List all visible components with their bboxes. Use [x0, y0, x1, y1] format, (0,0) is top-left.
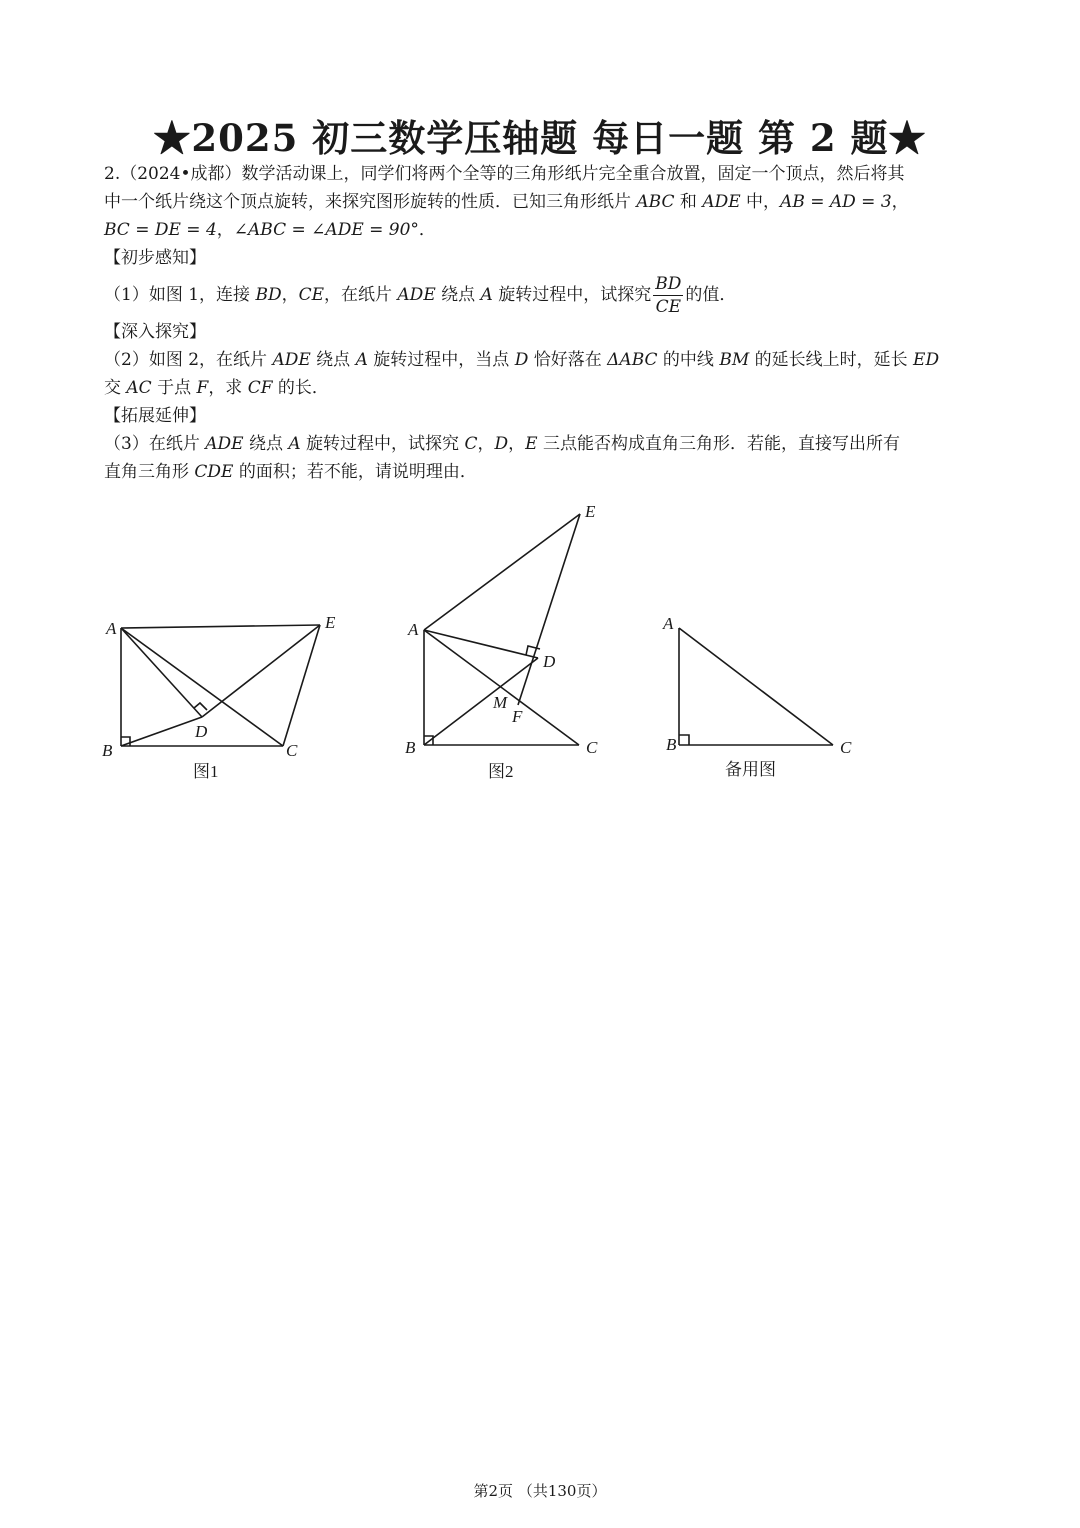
label-a: A [663, 614, 674, 633]
question-text: 旋转过程中，当点 [367, 350, 515, 370]
segment-bd [121, 717, 202, 746]
question-text: 三点能否构成直角三角形．若能，直接写出所有 [537, 434, 900, 454]
question-text: ， [281, 285, 299, 305]
intro-text: ． [418, 220, 436, 240]
page-footer: 第2页 （共130页） [473, 1482, 607, 1500]
section-2-question-line-1 [104, 346, 984, 374]
label-c: C [586, 738, 598, 757]
fraction-denominator: CE [655, 297, 681, 317]
figure-backup-caption: 备用图 [725, 760, 776, 779]
math-expr: ΔABC [607, 350, 658, 370]
fraction-bd-ce [653, 273, 683, 318]
math-expr: ADE [702, 192, 741, 212]
question-text: 的中线 [657, 350, 720, 370]
intro-text: 中一个纸片绕这个顶点旋转，来探究图形旋转的性质．已知三角形纸片 [104, 192, 637, 212]
math-expr: A [480, 285, 493, 305]
math-expr: BM [719, 350, 750, 370]
problem-number: 2. [104, 164, 121, 184]
math-expr: A [288, 434, 301, 454]
math-expr: ABC [636, 192, 675, 212]
question-text: 的延长线上时，延长 [749, 350, 914, 370]
fraction-numerator: BD [655, 274, 682, 294]
segment-ac [679, 628, 833, 745]
segment-de [202, 625, 320, 717]
question-text: ， [508, 434, 526, 454]
label-f: F [512, 707, 523, 726]
figure-2 [405, 502, 598, 781]
segment-ad [121, 628, 202, 717]
question-text: 绕点 [435, 285, 481, 305]
label-b: B [405, 738, 416, 757]
question-text: 于点 [151, 378, 197, 398]
math-expr: D [514, 350, 529, 370]
question-text: 恰好落在 [528, 350, 608, 370]
math-expr: ADE [272, 350, 311, 370]
label-a: A [106, 619, 117, 638]
math-expr: C [464, 434, 478, 454]
figures-canvas [0, 500, 1080, 800]
section-1-question [104, 272, 984, 318]
intro-text: 中， [740, 192, 781, 212]
figure-1 [102, 613, 336, 781]
figure-backup [662, 614, 852, 779]
intro-text: ， [891, 192, 909, 212]
label-c: C [286, 741, 298, 760]
segment-ae [121, 625, 320, 628]
math-expr: CE [298, 285, 324, 305]
segment-ef [518, 514, 580, 705]
question-text: 的面积；若不能，请说明理由． [233, 462, 477, 482]
section-3-heading: 【拓展延伸】 [104, 406, 206, 426]
label-e: E [325, 613, 336, 632]
section-2-heading: 【深入探究】 [104, 322, 206, 342]
section-1-heading: 【初步感知】 [104, 248, 206, 268]
math-expr: ADE [397, 285, 436, 305]
question-text: （1）如图 1，连接 [104, 285, 256, 305]
math-expr: AB = AD = 3 [780, 192, 892, 212]
label-m: M [493, 693, 508, 712]
question-text: 交 [104, 378, 127, 398]
right-angle-mark-b [679, 735, 689, 745]
question-text: 的长． [272, 378, 329, 398]
problem-text [104, 160, 984, 486]
math-expr: ADE [205, 434, 244, 454]
question-text: 绕点 [243, 434, 289, 454]
label-a: A [408, 620, 419, 639]
question-text: 直角三角形 [104, 462, 195, 482]
label-e: E [585, 502, 596, 521]
label-b: B [666, 735, 677, 754]
intro-text: 数学活动课上，同学们将两个全等的三角形纸片完全重合放置，固定一个顶点，然后将其 [241, 164, 905, 184]
math-expr: F [196, 378, 209, 398]
question-text: 绕点 [310, 350, 356, 370]
segment-ad [424, 630, 538, 658]
math-expr: BD [255, 285, 282, 305]
question-text: ， [477, 434, 495, 454]
question-text: ，在纸片 [324, 285, 398, 305]
intro-text: ， [216, 220, 234, 240]
page-title: ★2025 初三数学压轴题 每日一题 第 2 题★ [153, 116, 927, 160]
label-c: C [840, 738, 852, 757]
right-angle-mark-d [194, 703, 207, 710]
right-angle-mark-d [526, 646, 540, 655]
label-b: B [102, 741, 113, 760]
question-text: ，求 [208, 378, 248, 398]
label-d: D [195, 722, 208, 741]
math-expr: AC [126, 378, 152, 398]
figure-2-caption: 图2 [488, 762, 514, 781]
intro-text: 和 [674, 192, 703, 212]
question-text: （3）在纸片 [104, 434, 206, 454]
section-3-question-line-1 [104, 430, 984, 458]
segment-ce [283, 625, 320, 746]
question-text: 旋转过程中，试探究 [492, 285, 652, 305]
math-expr: CDE [194, 462, 234, 482]
section-2-question-line-2 [104, 374, 984, 402]
math-expr: CF [247, 378, 273, 398]
problem-line-3 [104, 216, 984, 244]
problem-line-1 [104, 160, 984, 188]
math-expr: BC = DE = 4 [104, 220, 217, 240]
label-d: D [543, 652, 556, 671]
question-text: （2）如图 2，在纸片 [104, 350, 273, 370]
question-text: 的值． [685, 285, 737, 305]
figure-1-caption: 图1 [193, 762, 219, 781]
math-expr: ∠ABC = ∠ADE = 90° [233, 220, 419, 240]
section-3-question-line-2 [104, 458, 984, 486]
question-text: 旋转过程中，试探究 [300, 434, 465, 454]
problem-source: （2024•成都） [120, 164, 242, 184]
math-expr: E [525, 434, 538, 454]
segment-ae [424, 514, 580, 630]
math-expr: A [355, 350, 368, 370]
problem-line-2 [104, 188, 984, 216]
math-expr: ED [913, 350, 940, 370]
math-expr: D [494, 434, 509, 454]
